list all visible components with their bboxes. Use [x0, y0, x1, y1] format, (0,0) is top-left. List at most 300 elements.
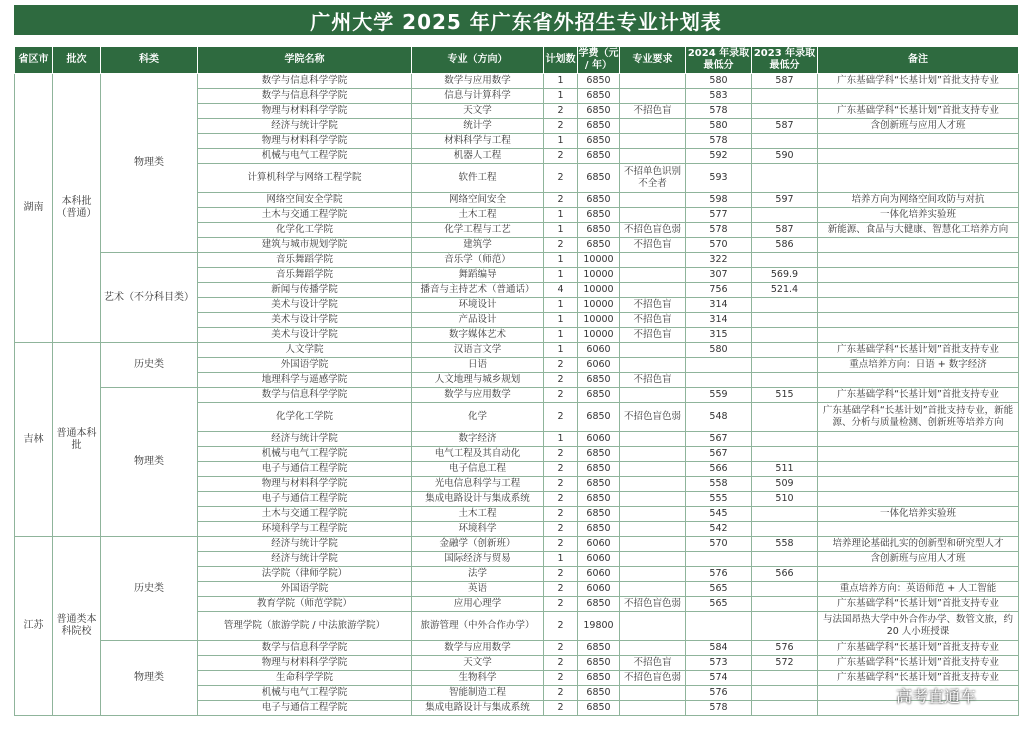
- requirement-cell: [620, 522, 686, 537]
- college-cell: 机械与电气工程学院: [198, 447, 412, 462]
- category-cell: 历史类: [101, 537, 198, 641]
- college-cell: 美术与设计学院: [198, 328, 412, 343]
- college-cell: 人文学院: [198, 343, 412, 358]
- college-cell: 外国语学院: [198, 358, 412, 373]
- fee-cell: 6850: [578, 477, 620, 492]
- fee-cell: 6060: [578, 552, 620, 567]
- score-2024-cell: 548: [686, 403, 752, 432]
- requirement-cell: [620, 462, 686, 477]
- fee-cell: 10000: [578, 253, 620, 268]
- score-2024-cell: [686, 552, 752, 567]
- score-2023-cell: 569.9: [752, 268, 818, 283]
- plan-cell: 1: [544, 298, 578, 313]
- header-score-2024: 2024 年录取最低分: [686, 47, 752, 74]
- note-cell: [818, 313, 1019, 328]
- note-cell: 一体化培养实验班: [818, 208, 1019, 223]
- header-category: 科类: [101, 47, 198, 74]
- batch-cell: 普通类本科院校: [53, 537, 101, 716]
- note-cell: [818, 373, 1019, 388]
- college-cell: 音乐舞蹈学院: [198, 268, 412, 283]
- note-cell: 培养方向为网络空间攻防与对抗: [818, 193, 1019, 208]
- score-2023-cell: 509: [752, 477, 818, 492]
- plan-cell: 2: [544, 612, 578, 641]
- major-cell: 光电信息科学与工程: [412, 477, 544, 492]
- plan-cell: 1: [544, 268, 578, 283]
- major-cell: 汉语言文学: [412, 343, 544, 358]
- requirement-cell: [620, 492, 686, 507]
- major-cell: 软件工程: [412, 164, 544, 193]
- fee-cell: 6850: [578, 74, 620, 89]
- score-2023-cell: [752, 701, 818, 716]
- score-2024-cell: 580: [686, 74, 752, 89]
- score-2024-cell: 756: [686, 283, 752, 298]
- college-cell: 美术与设计学院: [198, 313, 412, 328]
- requirement-cell: [620, 343, 686, 358]
- fee-cell: 6850: [578, 686, 620, 701]
- plan-cell: 1: [544, 313, 578, 328]
- score-2024-cell: 314: [686, 313, 752, 328]
- fee-cell: 6850: [578, 403, 620, 432]
- fee-cell: 6060: [578, 582, 620, 597]
- major-cell: 集成电路设计与集成系统: [412, 492, 544, 507]
- page-title: 广州大学 2025 年广东省外招生专业计划表: [14, 5, 1018, 35]
- fee-cell: 6850: [578, 492, 620, 507]
- score-2023-cell: 576: [752, 641, 818, 656]
- score-2023-cell: 587: [752, 119, 818, 134]
- score-2023-cell: [752, 612, 818, 641]
- requirement-cell: [620, 686, 686, 701]
- fee-cell: 6850: [578, 462, 620, 477]
- note-cell: 重点培养方向：日语 + 数字经济: [818, 358, 1019, 373]
- plan-cell: 2: [544, 119, 578, 134]
- category-cell: 物理类: [101, 641, 198, 716]
- major-cell: 土木工程: [412, 208, 544, 223]
- score-2023-cell: 558: [752, 537, 818, 552]
- major-cell: 材料科学与工程: [412, 134, 544, 149]
- plan-cell: 2: [544, 641, 578, 656]
- fee-cell: 6850: [578, 373, 620, 388]
- major-cell: 天文学: [412, 104, 544, 119]
- score-2024-cell: 574: [686, 671, 752, 686]
- major-cell: 日语: [412, 358, 544, 373]
- requirement-cell: 不招色盲: [620, 373, 686, 388]
- plan-cell: 2: [544, 656, 578, 671]
- note-cell: 广东基础学科“长基计划”首批支持专业: [818, 388, 1019, 403]
- major-cell: 网络空间安全: [412, 193, 544, 208]
- college-cell: 生命科学学院: [198, 671, 412, 686]
- plan-cell: 2: [544, 403, 578, 432]
- fee-cell: 6850: [578, 208, 620, 223]
- fee-cell: 6850: [578, 223, 620, 238]
- requirement-cell: [620, 149, 686, 164]
- major-cell: 数学与应用数学: [412, 74, 544, 89]
- major-cell: 化学工程与工艺: [412, 223, 544, 238]
- fee-cell: 6850: [578, 164, 620, 193]
- batch-cell: 本科批（普通）: [53, 74, 101, 343]
- note-cell: 含创新班与应用人才班: [818, 119, 1019, 134]
- note-cell: [818, 462, 1019, 477]
- note-cell: [818, 522, 1019, 537]
- plan-cell: 2: [544, 104, 578, 119]
- note-cell: [818, 447, 1019, 462]
- requirement-cell: 不招色盲: [620, 238, 686, 253]
- major-cell: 机器人工程: [412, 149, 544, 164]
- score-2023-cell: [752, 134, 818, 149]
- batch-cell: 普通本科批: [53, 343, 101, 537]
- major-cell: 环境设计: [412, 298, 544, 313]
- major-cell: 国际经济与贸易: [412, 552, 544, 567]
- header-batch: 批次: [53, 47, 101, 74]
- requirement-cell: [620, 253, 686, 268]
- score-2024-cell: 580: [686, 119, 752, 134]
- fee-cell: 6850: [578, 89, 620, 104]
- fee-cell: 10000: [578, 328, 620, 343]
- requirement-cell: 不招色盲: [620, 328, 686, 343]
- score-2023-cell: 586: [752, 238, 818, 253]
- requirement-cell: [620, 119, 686, 134]
- plan-cell: 1: [544, 432, 578, 447]
- major-cell: 环境科学: [412, 522, 544, 537]
- table-row: [15, 388, 1019, 403]
- fee-cell: 10000: [578, 283, 620, 298]
- plan-cell: 2: [544, 701, 578, 716]
- category-cell: 物理类: [101, 388, 198, 537]
- plan-cell: 2: [544, 164, 578, 193]
- plan-cell: 1: [544, 89, 578, 104]
- score-2024-cell: 545: [686, 507, 752, 522]
- score-2024-cell: 567: [686, 432, 752, 447]
- note-cell: [818, 149, 1019, 164]
- plan-cell: 2: [544, 537, 578, 552]
- note-cell: [818, 238, 1019, 253]
- table-body: [15, 74, 1019, 716]
- score-2024-cell: 576: [686, 686, 752, 701]
- plan-cell: 1: [544, 74, 578, 89]
- plan-cell: 2: [544, 149, 578, 164]
- score-2023-cell: [752, 686, 818, 701]
- plan-cell: 2: [544, 477, 578, 492]
- major-cell: 信息与计算科学: [412, 89, 544, 104]
- score-2023-cell: [752, 328, 818, 343]
- plan-cell: 2: [544, 462, 578, 477]
- major-cell: 建筑学: [412, 238, 544, 253]
- requirement-cell: [620, 552, 686, 567]
- plan-cell: 1: [544, 208, 578, 223]
- college-cell: 经济与统计学院: [198, 119, 412, 134]
- fee-cell: 10000: [578, 268, 620, 283]
- plan-cell: 1: [544, 343, 578, 358]
- plan-cell: 2: [544, 492, 578, 507]
- fee-cell: 6850: [578, 149, 620, 164]
- note-cell: [818, 283, 1019, 298]
- table-row: [15, 343, 1019, 358]
- score-2023-cell: [752, 358, 818, 373]
- requirement-cell: [620, 701, 686, 716]
- major-cell: 舞蹈编导: [412, 268, 544, 283]
- major-cell: 集成电路设计与集成系统: [412, 701, 544, 716]
- plan-cell: 4: [544, 283, 578, 298]
- table-row: [15, 74, 1019, 89]
- requirement-cell: [620, 567, 686, 582]
- plan-cell: 2: [544, 597, 578, 612]
- major-cell: 电气工程及其自动化: [412, 447, 544, 462]
- score-2023-cell: [752, 403, 818, 432]
- plan-cell: 1: [544, 134, 578, 149]
- college-cell: 电子与通信工程学院: [198, 701, 412, 716]
- college-cell: 网络空间安全学院: [198, 193, 412, 208]
- watermark: 高考直通车: [896, 687, 977, 706]
- college-cell: 计算机科学与网络工程学院: [198, 164, 412, 193]
- note-cell: [818, 492, 1019, 507]
- score-2023-cell: [752, 89, 818, 104]
- major-cell: 产品设计: [412, 313, 544, 328]
- plan-cell: 2: [544, 582, 578, 597]
- major-cell: 音乐学（师范）: [412, 253, 544, 268]
- major-cell: 数学与应用数学: [412, 388, 544, 403]
- college-cell: 地理科学与遥感学院: [198, 373, 412, 388]
- header-plan: 计划数: [544, 47, 578, 74]
- score-2023-cell: [752, 373, 818, 388]
- score-2024-cell: [686, 612, 752, 641]
- college-cell: 数学与信息科学学院: [198, 89, 412, 104]
- note-cell: 广东基础学科“长基计划”首批支持专业: [818, 597, 1019, 612]
- score-2023-cell: [752, 597, 818, 612]
- plan-cell: 2: [544, 388, 578, 403]
- fee-cell: 6850: [578, 447, 620, 462]
- requirement-cell: [620, 507, 686, 522]
- score-2024-cell: 558: [686, 477, 752, 492]
- plan-cell: 1: [544, 253, 578, 268]
- requirement-cell: 不招色盲: [620, 298, 686, 313]
- college-cell: 物理与材料科学学院: [198, 477, 412, 492]
- major-cell: 人文地理与城乡规划: [412, 373, 544, 388]
- plan-cell: 2: [544, 447, 578, 462]
- fee-cell: 19800: [578, 612, 620, 641]
- score-2024-cell: 578: [686, 701, 752, 716]
- score-2023-cell: 511: [752, 462, 818, 477]
- college-cell: 土木与交通工程学院: [198, 208, 412, 223]
- requirement-cell: 不招色盲色弱: [620, 403, 686, 432]
- score-2024-cell: 566: [686, 462, 752, 477]
- score-2023-cell: 587: [752, 74, 818, 89]
- score-2023-cell: [752, 208, 818, 223]
- major-cell: 播音与主持艺术（普通话）: [412, 283, 544, 298]
- score-2023-cell: [752, 298, 818, 313]
- college-cell: 数学与信息科学学院: [198, 641, 412, 656]
- score-2024-cell: 592: [686, 149, 752, 164]
- requirement-cell: [620, 208, 686, 223]
- requirement-cell: 不招色盲色弱: [620, 671, 686, 686]
- college-cell: 建筑与城市规划学院: [198, 238, 412, 253]
- note-cell: 含创新班与应用人才班: [818, 552, 1019, 567]
- requirement-cell: [620, 193, 686, 208]
- plan-cell: 2: [544, 686, 578, 701]
- score-2023-cell: [752, 447, 818, 462]
- header-score-2023: 2023 年录取最低分: [752, 47, 818, 74]
- score-2024-cell: 567: [686, 447, 752, 462]
- major-cell: 数字经济: [412, 432, 544, 447]
- requirement-cell: [620, 582, 686, 597]
- category-cell: 艺术（不分科目类）: [101, 253, 198, 343]
- requirement-cell: [620, 74, 686, 89]
- score-2023-cell: [752, 313, 818, 328]
- fee-cell: 6060: [578, 537, 620, 552]
- requirement-cell: [620, 358, 686, 373]
- province-cell: 吉林: [15, 343, 53, 537]
- score-2023-cell: 590: [752, 149, 818, 164]
- score-2024-cell: 315: [686, 328, 752, 343]
- fee-cell: 6850: [578, 656, 620, 671]
- score-2024-cell: [686, 358, 752, 373]
- note-cell: 广东基础学科“长基计划”首批支持专业，新能源、分析与质量检测、创新班等培养方向: [818, 403, 1019, 432]
- note-cell: [818, 268, 1019, 283]
- header-province: 省区市: [15, 47, 53, 74]
- requirement-cell: 不招色盲: [620, 656, 686, 671]
- score-2023-cell: [752, 552, 818, 567]
- score-2024-cell: 573: [686, 656, 752, 671]
- fee-cell: 6060: [578, 432, 620, 447]
- note-cell: 广东基础学科“长基计划”首批支持专业: [818, 641, 1019, 656]
- score-2023-cell: [752, 507, 818, 522]
- score-2024-cell: 583: [686, 89, 752, 104]
- score-2024-cell: 555: [686, 492, 752, 507]
- score-2024-cell: 542: [686, 522, 752, 537]
- college-cell: 外国语学院: [198, 582, 412, 597]
- note-cell: [818, 567, 1019, 582]
- score-2024-cell: 307: [686, 268, 752, 283]
- score-2023-cell: 515: [752, 388, 818, 403]
- college-cell: 化学化工学院: [198, 403, 412, 432]
- major-cell: 天文学: [412, 656, 544, 671]
- fee-cell: 6850: [578, 119, 620, 134]
- fee-cell: 6850: [578, 597, 620, 612]
- plan-cell: 2: [544, 522, 578, 537]
- plan-cell: 2: [544, 358, 578, 373]
- requirement-cell: [620, 477, 686, 492]
- requirement-cell: 不招单色识别不全者: [620, 164, 686, 193]
- score-2023-cell: [752, 104, 818, 119]
- score-2024-cell: 578: [686, 134, 752, 149]
- note-cell: [818, 89, 1019, 104]
- score-2024-cell: 322: [686, 253, 752, 268]
- requirement-cell: [620, 283, 686, 298]
- score-2024-cell: 580: [686, 343, 752, 358]
- note-cell: [818, 134, 1019, 149]
- plan-cell: 2: [544, 567, 578, 582]
- college-cell: 物理与材料科学学院: [198, 104, 412, 119]
- score-2024-cell: 565: [686, 597, 752, 612]
- fee-cell: 6060: [578, 358, 620, 373]
- major-cell: 数学与应用数学: [412, 641, 544, 656]
- fee-cell: 6850: [578, 701, 620, 716]
- enrollment-plan-table: [14, 46, 1019, 716]
- score-2023-cell: [752, 671, 818, 686]
- note-cell: 广东基础学科“长基计划”首批支持专业: [818, 74, 1019, 89]
- fee-cell: 6060: [578, 343, 620, 358]
- note-cell: 新能源、食品与大健康、智慧化工培养方向: [818, 223, 1019, 238]
- note-cell: 广东基础学科“长基计划”首批支持专业: [818, 104, 1019, 119]
- college-cell: 土木与交通工程学院: [198, 507, 412, 522]
- college-cell: 机械与电气工程学院: [198, 686, 412, 701]
- requirement-cell: [620, 388, 686, 403]
- requirement-cell: [620, 641, 686, 656]
- major-cell: 电子信息工程: [412, 462, 544, 477]
- score-2023-cell: 510: [752, 492, 818, 507]
- score-2023-cell: 597: [752, 193, 818, 208]
- fee-cell: 6850: [578, 641, 620, 656]
- fee-cell: 6850: [578, 522, 620, 537]
- score-2023-cell: [752, 343, 818, 358]
- major-cell: 旅游管理（中外合作办学）: [412, 612, 544, 641]
- college-cell: 经济与统计学院: [198, 432, 412, 447]
- note-cell: [818, 328, 1019, 343]
- college-cell: 电子与通信工程学院: [198, 492, 412, 507]
- province-cell: 江苏: [15, 537, 53, 716]
- score-2024-cell: 314: [686, 298, 752, 313]
- category-cell: 物理类: [101, 74, 198, 253]
- note-cell: 广东基础学科“长基计划”首批支持专业: [818, 656, 1019, 671]
- note-cell: 重点培养方向：英语师范 + 人工智能: [818, 582, 1019, 597]
- major-cell: 法学: [412, 567, 544, 582]
- score-2023-cell: 521.4: [752, 283, 818, 298]
- college-cell: 数学与信息科学学院: [198, 388, 412, 403]
- score-2024-cell: 576: [686, 567, 752, 582]
- score-2024-cell: 598: [686, 193, 752, 208]
- header-college: 学院名称: [198, 47, 412, 74]
- requirement-cell: [620, 537, 686, 552]
- major-cell: 化学: [412, 403, 544, 432]
- fee-cell: 6060: [578, 567, 620, 582]
- score-2024-cell: 577: [686, 208, 752, 223]
- category-cell: 历史类: [101, 343, 198, 388]
- college-cell: 新闻与传播学院: [198, 283, 412, 298]
- college-cell: 美术与设计学院: [198, 298, 412, 313]
- major-cell: 金融学（创新班）: [412, 537, 544, 552]
- table-row: [15, 641, 1019, 656]
- college-cell: 物理与材料科学学院: [198, 656, 412, 671]
- plan-cell: 2: [544, 238, 578, 253]
- requirement-cell: [620, 134, 686, 149]
- college-cell: 物理与材料科学学院: [198, 134, 412, 149]
- note-cell: 一体化培养实验班: [818, 507, 1019, 522]
- requirement-cell: 不招色盲色弱: [620, 223, 686, 238]
- score-2023-cell: 566: [752, 567, 818, 582]
- score-2024-cell: 578: [686, 223, 752, 238]
- score-2024-cell: [686, 373, 752, 388]
- fee-cell: 6850: [578, 671, 620, 686]
- score-2024-cell: 578: [686, 104, 752, 119]
- major-cell: 智能制造工程: [412, 686, 544, 701]
- score-2023-cell: [752, 164, 818, 193]
- score-2023-cell: [752, 253, 818, 268]
- major-cell: 应用心理学: [412, 597, 544, 612]
- plan-cell: 1: [544, 328, 578, 343]
- note-cell: [818, 432, 1019, 447]
- plan-cell: 2: [544, 671, 578, 686]
- fee-cell: 6850: [578, 507, 620, 522]
- header-note: 备注: [818, 47, 1019, 74]
- note-cell: 广东基础学科“长基计划”首批支持专业: [818, 343, 1019, 358]
- note-cell: [818, 253, 1019, 268]
- major-cell: 土木工程: [412, 507, 544, 522]
- requirement-cell: [620, 268, 686, 283]
- requirement-cell: 不招色盲: [620, 313, 686, 328]
- requirement-cell: [620, 89, 686, 104]
- fee-cell: 10000: [578, 313, 620, 328]
- score-2023-cell: [752, 522, 818, 537]
- note-cell: 广东基础学科“长基计划”首批支持专业: [818, 671, 1019, 686]
- college-cell: 经济与统计学院: [198, 537, 412, 552]
